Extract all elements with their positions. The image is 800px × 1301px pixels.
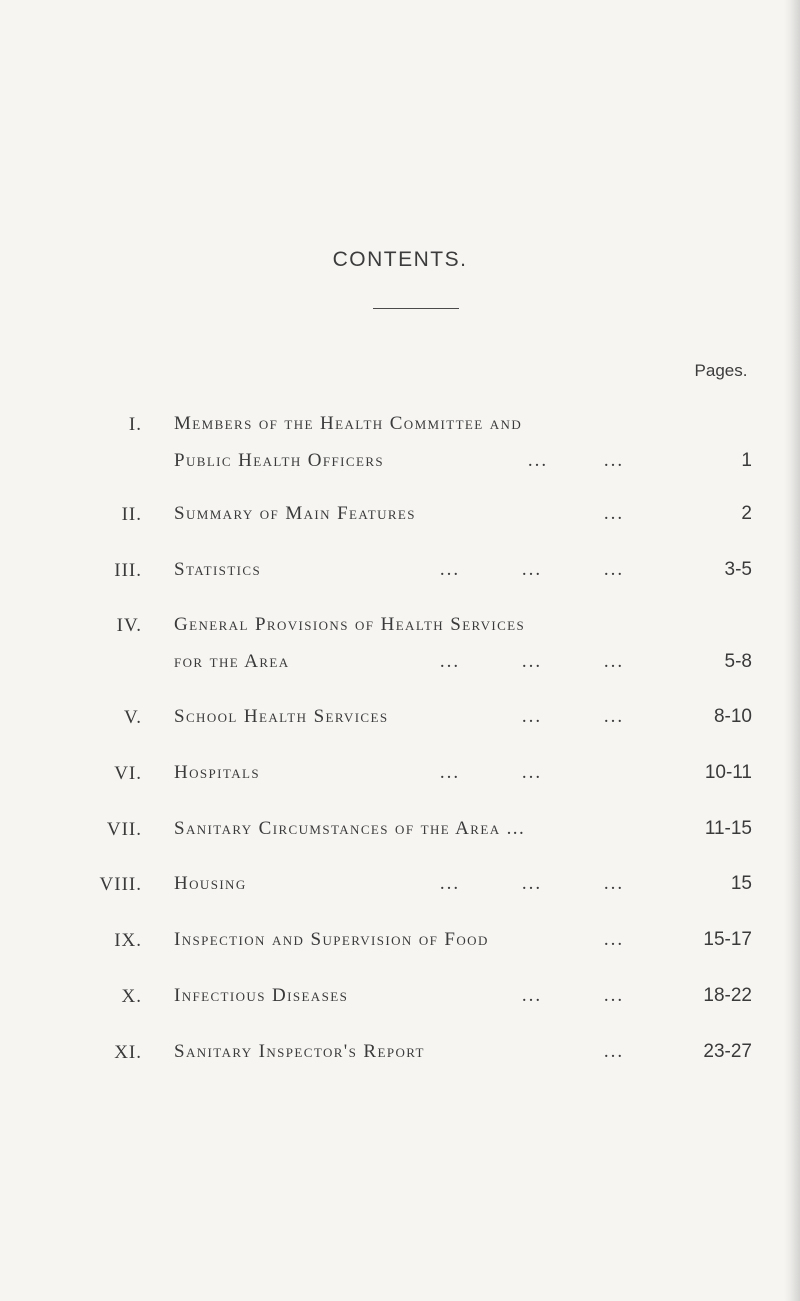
leader-dots: ... [603,706,625,727]
title-divider [373,308,459,309]
entry-title-line-1: Sanitary Circumstances of the Area ... [174,818,526,839]
leader-dots: ... [521,559,543,580]
leader-dots: ... [521,706,543,727]
entry-page-range: 5-8 [724,651,752,672]
leader-dots: ... [521,762,543,783]
entry-numeral: VIII. [99,874,142,895]
entry-page-range: 15-17 [703,929,752,950]
entry-numeral: III. [114,560,142,581]
leader-dots: ... [521,651,543,672]
entry-title-line-1: Housing [174,873,247,894]
leader-dots: ... [521,873,543,894]
page-edge-shadow [784,0,800,1301]
leader-dots: ... [439,873,461,894]
page-title: CONTENTS. [332,248,468,271]
leader-dots: ... [439,762,461,783]
entry-title-line-1: Hospitals [174,762,260,783]
leader-dots: ... [603,985,625,1006]
entry-title-line-2: for the Area [174,651,290,672]
leader-dots: ... [439,559,461,580]
entry-title-line-1: School Health Services [174,706,389,727]
entry-title-line-2: Public Health Officers [174,450,385,471]
leader-dots: ... [603,651,625,672]
entry-numeral: IX. [114,930,142,951]
entry-numeral: X. [121,986,142,1007]
entry-numeral: XI. [114,1042,142,1063]
entry-page-range: 23-27 [703,1041,752,1062]
leader-dots: ... [603,450,625,471]
entry-page-range: 1 [741,450,752,471]
leader-dots: ... [603,503,625,524]
entry-title-line-1: General Provisions of Health Services [174,614,526,635]
pages-column-heading: Pages. [694,361,748,380]
entry-numeral: VII. [106,819,142,840]
entry-page-range: 15 [730,873,752,894]
entry-page-range: 8-10 [713,706,752,727]
entry-numeral: I. [128,414,142,435]
entry-numeral: II. [121,504,142,525]
entry-page-range: 10-11 [704,762,752,783]
leader-dots: ... [603,1041,625,1062]
leader-dots: ... [603,873,625,894]
leader-dots: ... [527,450,549,471]
entry-page-range: 18-22 [703,985,752,1006]
entry-numeral: IV. [116,615,142,636]
leader-dots: ... [521,985,543,1006]
entry-page-range: 3-5 [724,559,752,580]
entry-numeral: V. [123,707,142,728]
entry-numeral: VI. [114,763,142,784]
leader-dots: ... [439,651,461,672]
entry-title-line-1: Statistics [174,559,262,580]
leader-dots: ... [603,929,625,950]
entry-title-line-1: Infectious Diseases [174,985,349,1006]
entry-page-range: 11-15 [704,818,752,839]
entry-title-line-1: Summary of Main Features [174,503,416,524]
leader-dots: ... [603,559,625,580]
entry-page-range: 2 [741,503,752,524]
entry-title-line-1: Inspection and Supervision of Food [174,929,489,950]
entry-title-line-1: Sanitary Inspector's Report [174,1041,425,1062]
entry-title-line-1: Members of the Health Committee and [174,413,523,434]
